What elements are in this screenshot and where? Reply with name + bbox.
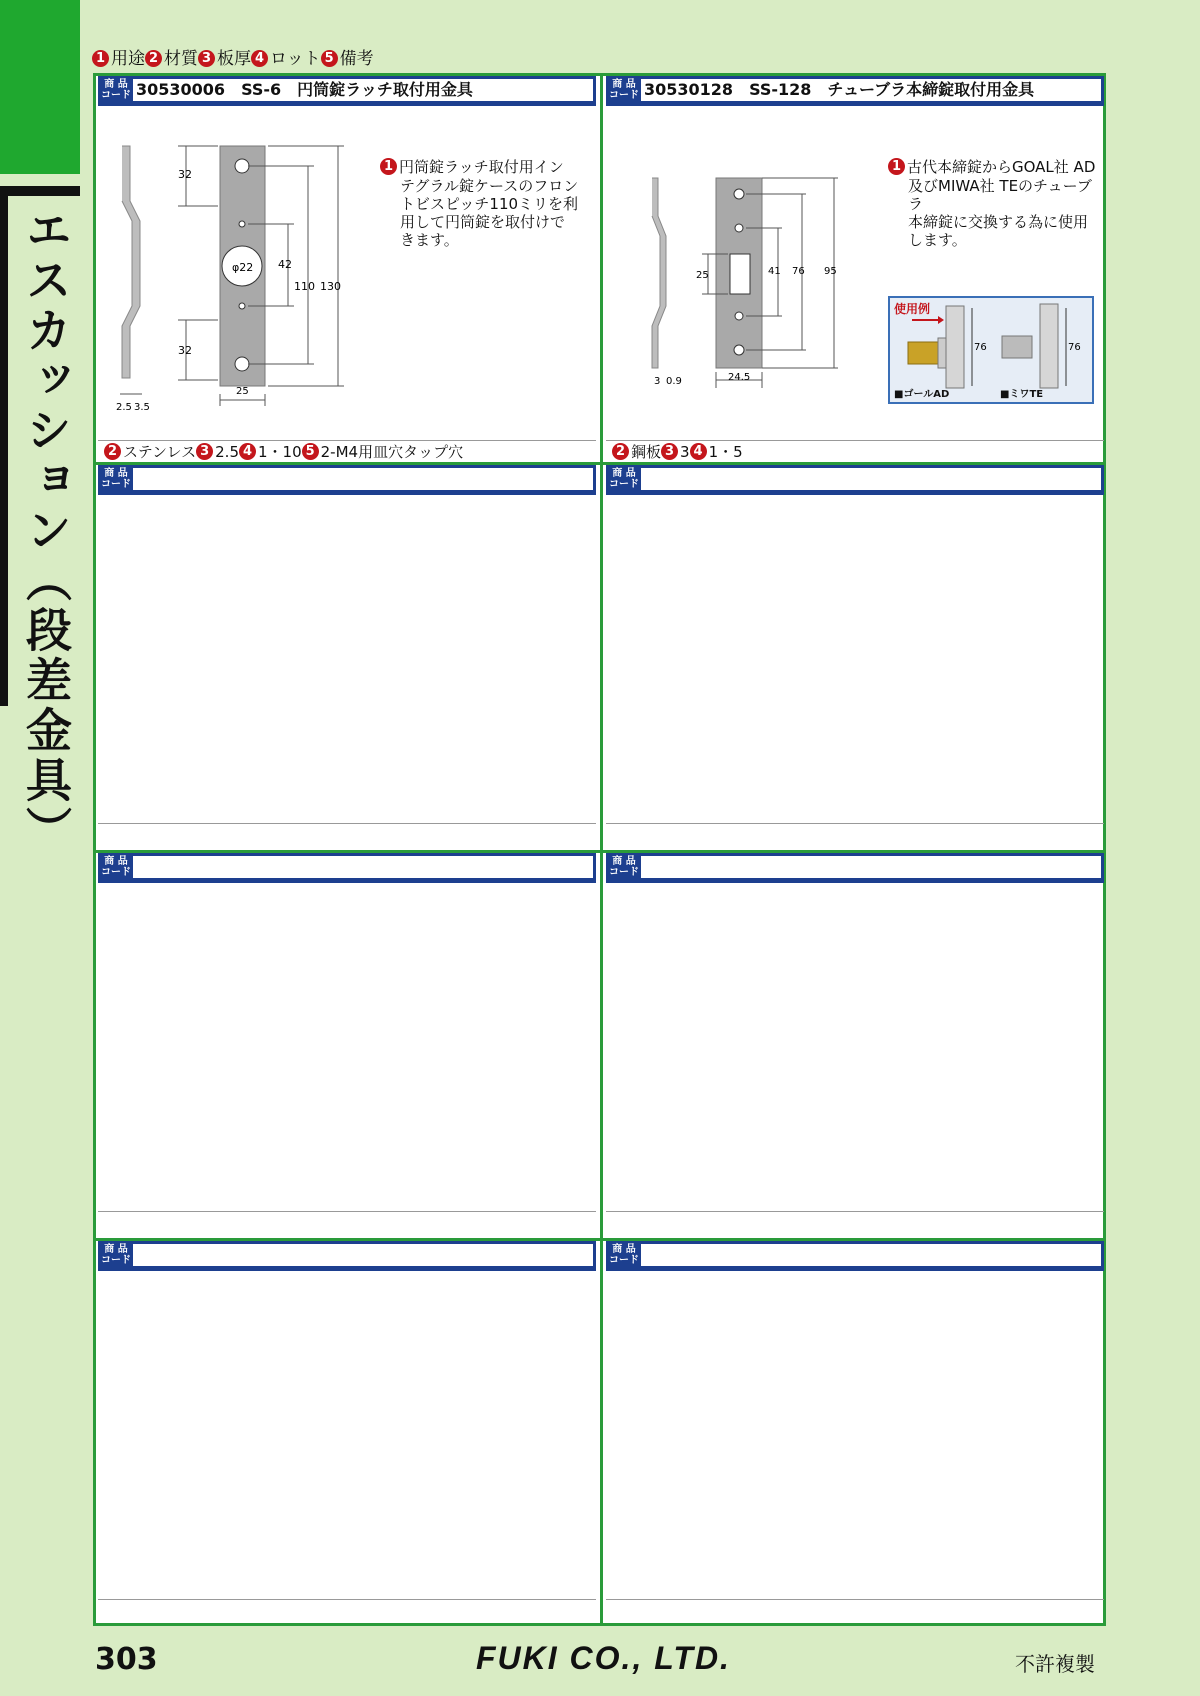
product-header [606, 1241, 1104, 1271]
empty-product-cell [98, 853, 596, 1238]
legend-label: 備考 [339, 49, 374, 69]
usage-example-label: 使用例 [894, 302, 931, 316]
product-name [641, 1244, 1101, 1266]
page-number: 303 [95, 1642, 158, 1677]
dimension-label: 25 [236, 386, 249, 397]
copyright-notice: 不許複製 [1015, 1652, 1095, 1676]
product-code-badge: 商 品 コード [101, 856, 131, 878]
hole-label: φ22 [232, 261, 254, 274]
product-spec [606, 1599, 1104, 1621]
product-spec: 2 ステンレス 3 2.5 4 1・10 5 2-M4用皿穴タップ穴 [98, 440, 596, 462]
catalog-grid [93, 73, 1106, 1626]
product-spec: 2 鋼板 3 3 4 1・5 [606, 440, 1104, 462]
product-header [98, 465, 596, 495]
product-header [98, 1241, 596, 1271]
dimension-label: 95 [824, 266, 837, 277]
product-name: 30530006 SS-6 円筒錠ラッチ取付用金具 [133, 79, 593, 101]
product-spec [98, 1599, 596, 1621]
product-spec [98, 823, 596, 845]
product-header [606, 76, 1104, 106]
dimension-label: 42 [278, 258, 292, 271]
empty-product-cell [606, 465, 1104, 850]
legend-num: 5 [321, 50, 338, 67]
dimension-label: 25 [696, 270, 709, 281]
product-name [641, 468, 1101, 490]
legend-label: 用途 [111, 49, 145, 69]
product-description: 1 円筒錠ラッチ取付用イン テグラル錠ケースのフロン トビスピッチ110ミリを利 用して円筒錠を取付けで きます。 [380, 158, 578, 249]
product-name [133, 468, 593, 490]
product-name [133, 856, 593, 878]
sidebar-divider [0, 186, 80, 196]
product-header [98, 853, 596, 883]
sidebar-title: エスカッション（段差金具） [19, 206, 73, 856]
dimension-label: 2.5 [116, 402, 132, 413]
dimension-label: 110 [294, 280, 315, 293]
product-code-badge: 商 品 コード [609, 856, 639, 878]
legend-label: 板厚 [217, 49, 251, 69]
product-code-badge: 商 品 コード [101, 1244, 131, 1266]
product-header [98, 76, 596, 106]
sidebar-rule [0, 186, 8, 706]
usage-example-caption: ■ゴールAD [894, 389, 950, 400]
company-name: FUKI CO., LTD. [476, 1640, 731, 1676]
dimension-label: 76 [974, 342, 987, 353]
dimension-label: 32 [178, 344, 192, 357]
legend-num: 4 [251, 50, 268, 67]
product-cell [98, 76, 596, 462]
product-code-badge: 商 品 コード [609, 79, 639, 101]
legend-num: 1 [92, 50, 109, 67]
desc-num: 1 [888, 158, 905, 175]
product-drawing [606, 106, 886, 426]
product-spec [98, 1211, 596, 1233]
product-spec [606, 823, 1104, 845]
product-spec [606, 1211, 1104, 1233]
product-name: 30530128 SS-128 チューブラ本締錠取付用金具 [641, 79, 1101, 101]
usage-example-caption: ■ミワTE [1000, 389, 1044, 400]
product-header [606, 853, 1104, 883]
product-code-badge: 商 品 コード [101, 468, 131, 490]
legend-label: ロット [270, 49, 321, 69]
legend-label: 材質 [164, 49, 198, 69]
product-header [606, 465, 1104, 495]
empty-product-cell [606, 853, 1104, 1238]
desc-num: 1 [380, 158, 397, 175]
product-description: 1 古代本締錠からGOAL社 AD 及びMIWA社 TEのチューブラ 本締錠に交換する為に使用 します。 [888, 158, 1104, 249]
legend-num: 3 [198, 50, 215, 67]
product-cell [606, 76, 1104, 462]
product-code-badge: 商 品 コード [609, 1244, 639, 1266]
dimension-label: 76 [1068, 342, 1081, 353]
product-name [641, 856, 1101, 878]
dimension-label: 3 [654, 376, 661, 387]
dimension-label: 41 [768, 266, 781, 277]
empty-product-cell [98, 1241, 596, 1623]
empty-product-cell [606, 1241, 1104, 1623]
product-name [133, 1244, 593, 1266]
dimension-label: 0.9 [666, 376, 682, 387]
legend-num: 2 [145, 50, 162, 67]
product-code-badge: 商 品 コード [609, 468, 639, 490]
dimension-label: 32 [178, 168, 192, 181]
empty-product-cell [98, 465, 596, 850]
usage-example-photo [888, 296, 1094, 404]
product-drawing [98, 106, 596, 446]
dimension-label: 24.5 [728, 372, 751, 383]
dimension-label: 3.5 [134, 402, 150, 413]
dimension-label: 76 [792, 266, 805, 277]
dimension-label: 130 [320, 280, 341, 293]
product-code-badge: 商 品 コード [101, 79, 131, 101]
sidebar-accent [0, 0, 80, 174]
legend [92, 44, 374, 69]
